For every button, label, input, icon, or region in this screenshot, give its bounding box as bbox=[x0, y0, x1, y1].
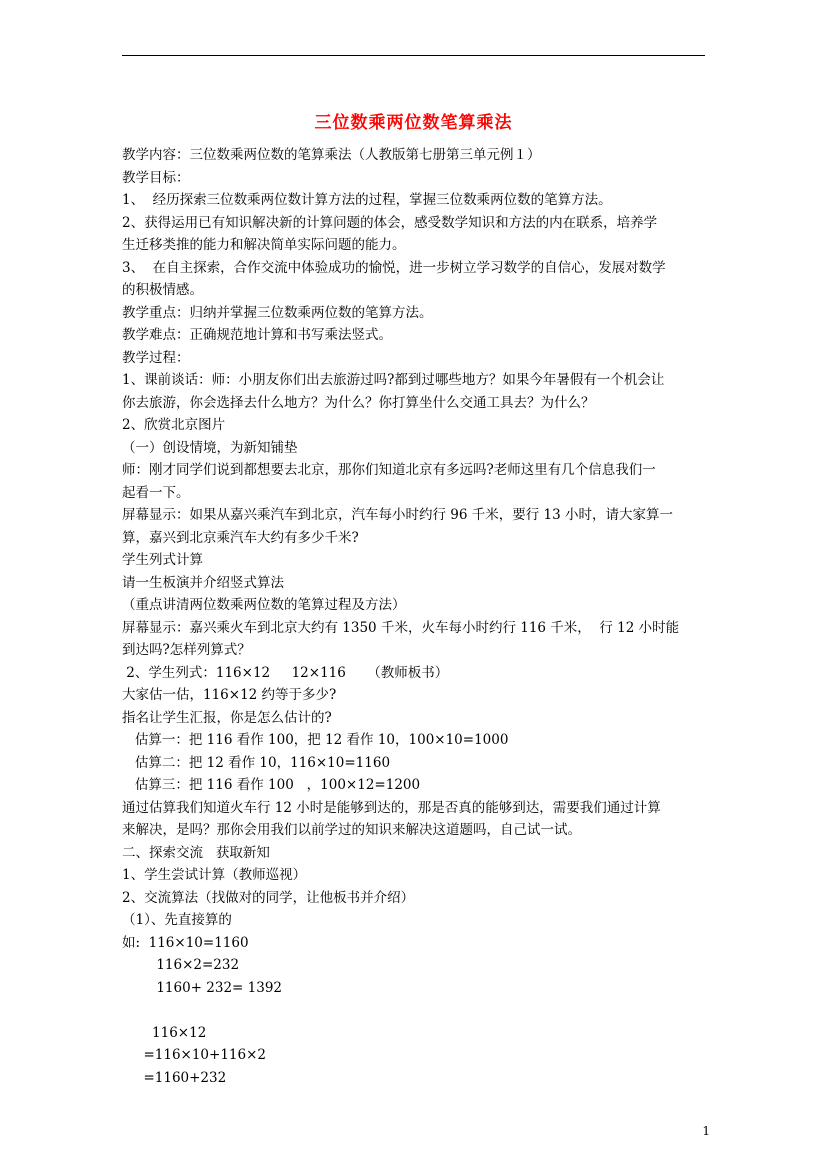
body-line: 你去旅游，你会选择去什么地方？为什么？你打算坐什么交通工具去？为什么？ bbox=[122, 394, 595, 411]
body-line: 请一生板演并介绍竖式算法 bbox=[122, 574, 284, 591]
body-line: 到达吗?怎样列算式？ bbox=[122, 642, 251, 658]
body-line: 屏幕显示：如果从嘉兴乘汽车到北京，汽车每小时约行 96 千米，要行 13 小时，请大家算一 bbox=[122, 507, 674, 523]
body-line: 1、课前谈话：师：小朋友你们出去旅游过吗?都到过哪些地方？如果今年暑假有一个机会让 bbox=[122, 372, 665, 388]
body-line: 通过估算我们知道火车行 12 小时是能够到达的，那是否真的能够到达，需要我们通过计算 bbox=[122, 799, 661, 816]
body-line: 2、学生列式：116×12 12×116 （教师板书） bbox=[122, 664, 449, 681]
body-line: 起看一下。 bbox=[122, 484, 190, 501]
body-line: 二、探索交流 获取新知 bbox=[122, 844, 270, 861]
body-line: 3、 在自主探索，合作交流中体验成功的愉悦，进一步树立学习数学的自信心，发展对数学 bbox=[122, 259, 666, 276]
body-line: 估算三：把 116 看作 100 ，100×12=1200 bbox=[122, 777, 421, 793]
body-line: 116×2=232 bbox=[122, 957, 240, 973]
body-line: 估算一：把 116 看作 100，把 12 看作 10，100×10=1000 bbox=[122, 732, 509, 748]
body-line: =1160+232 bbox=[122, 1069, 227, 1086]
body-line: 屏幕显示：嘉兴乘火车到北京大约有 1350 千米，火车每小时约行 116 千米， 行 12 小时能 bbox=[122, 619, 680, 636]
body-line: 师：刚才同学们说到都想要去北京，那你们知道北京有多远吗?老师这里有几个信息我们一 bbox=[122, 462, 656, 478]
body-line: 教学过程： bbox=[122, 349, 190, 366]
body-line: 学生列式计算 bbox=[122, 552, 203, 568]
body-line: （重点讲清两位数乘两位数的笔算过程及方法） bbox=[122, 597, 406, 613]
page-number: 1 bbox=[702, 1124, 710, 1138]
body-line: =116×10+116×2 bbox=[122, 1047, 267, 1063]
header-rule bbox=[122, 55, 705, 56]
body-line bbox=[122, 999, 712, 1022]
body-line: 估算二：把 12 看作 10，116×10=1160 bbox=[122, 754, 391, 771]
body-line: 1、 经历探索三位数乘两位数计算方法的过程，掌握三位数乘两位数的笔算方法。 bbox=[122, 192, 612, 208]
body-line: 来解决，是吗？那你会用我们以前学过的知识来解决这道题吗，自己试一试。 bbox=[122, 822, 581, 838]
body-line: 教学目标： bbox=[122, 169, 190, 186]
document-body bbox=[122, 144, 712, 1089]
body-line: 2、交流算法（找做对的同学，让他板书并介绍） bbox=[122, 889, 415, 906]
body-line: 大家估一估，116×12 约等于多少? bbox=[122, 687, 337, 703]
body-line: 2、欣赏北京图片 bbox=[122, 417, 226, 433]
body-line: 1、学生尝试计算（教师巡视） bbox=[122, 867, 307, 883]
body-line: （1）、先直接算的 bbox=[122, 912, 232, 928]
body-line: 如: 116×10=1160 bbox=[122, 934, 249, 951]
body-line: 教学重点：归纳并掌握三位数乘两位数的笔算方法。 bbox=[122, 304, 433, 321]
body-line: 算，嘉兴到北京乘汽车大约有多少千米? bbox=[122, 529, 359, 546]
body-line: 指名让学生汇报，你是怎么估计的? bbox=[122, 709, 332, 726]
body-line: 2、获得运用已有知识解决新的计算问题的体会，感受数学知识和方法的内在联系，培养学 bbox=[122, 214, 658, 231]
body-line: 教学内容：三位数乘两位数的笔算乘法（人教版第七册第三单元例１） bbox=[122, 147, 541, 163]
body-line: 116×12 bbox=[122, 1024, 207, 1041]
body-line: 的积极情感。 bbox=[122, 282, 203, 298]
body-line: 生迁移类推的能力和解决简单实际问题的能力。 bbox=[122, 237, 406, 253]
document-title: 三位数乘两位数笔算乘法 bbox=[314, 113, 513, 133]
body-line: （一）创设情境，为新知铺垫 bbox=[122, 439, 298, 456]
body-line: 1160+ 232= 1392 bbox=[122, 979, 283, 996]
body-line: 教学难点：正确规范地计算和书写乘法竖式。 bbox=[122, 327, 392, 343]
